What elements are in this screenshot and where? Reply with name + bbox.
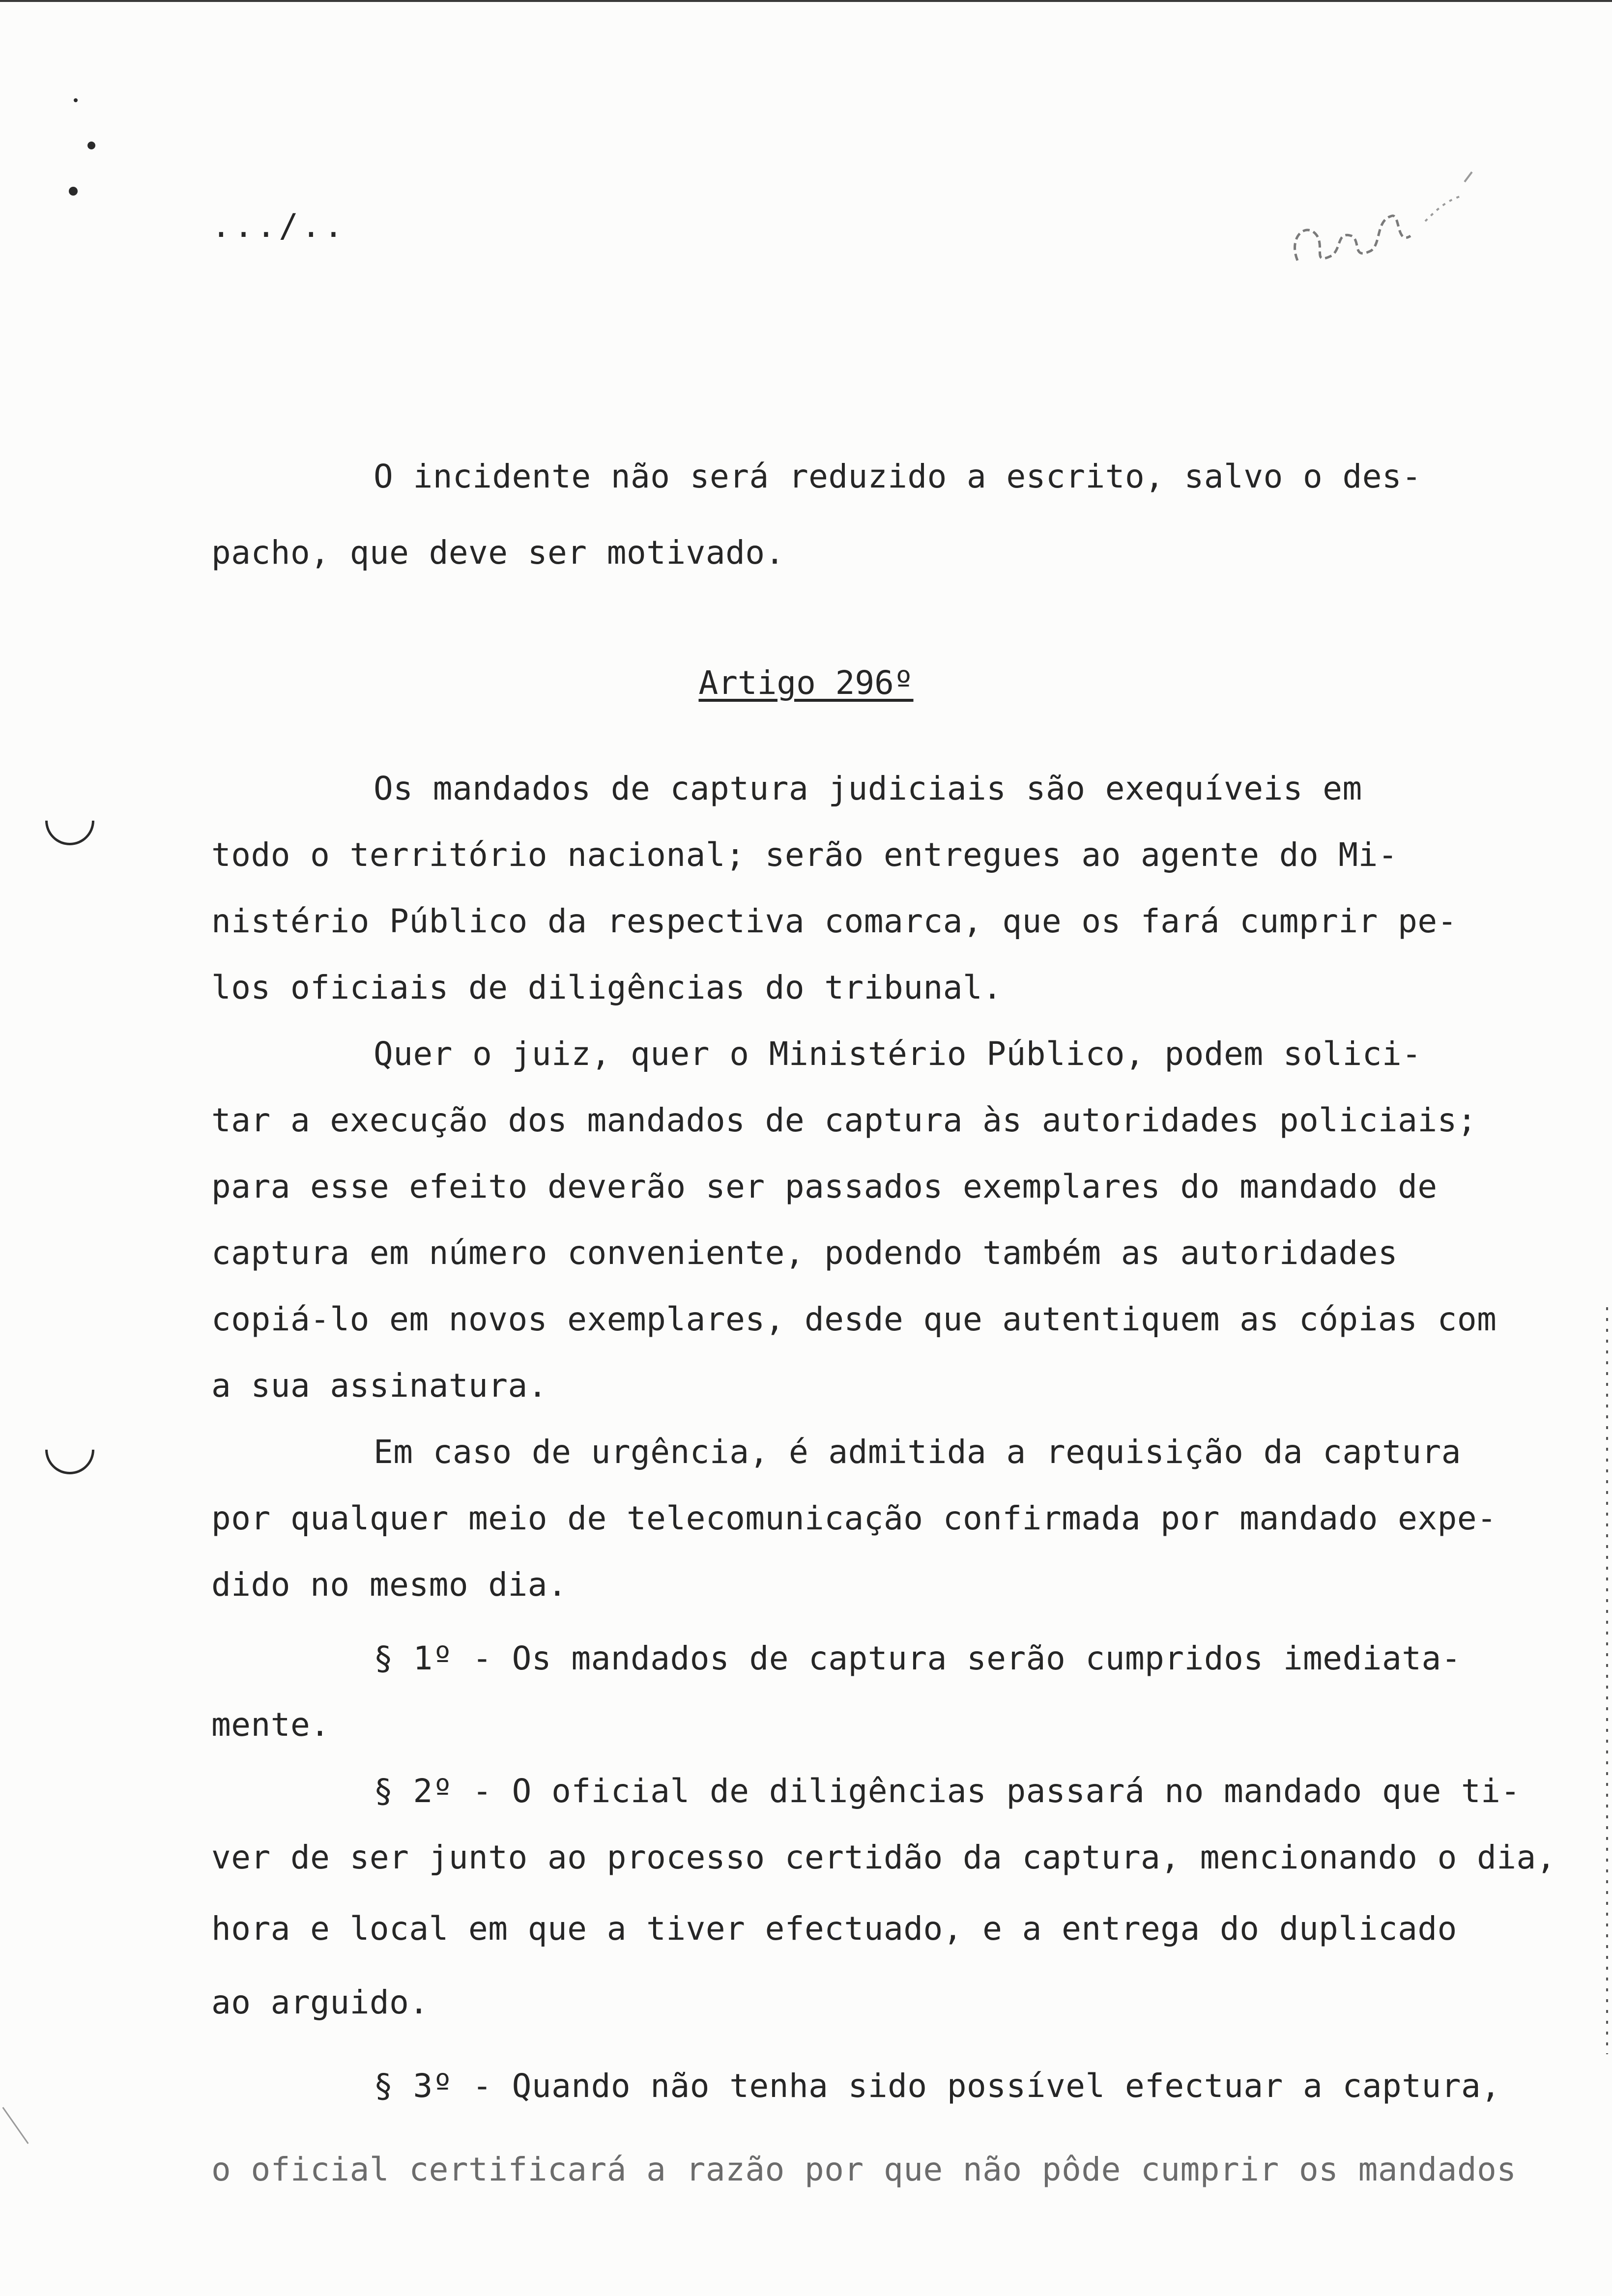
binding-mark (69, 187, 78, 196)
text-line: o oficial certificará a razão por que não pôde cumprir os mandados (211, 2151, 1517, 2188)
text-line: hora e local em que a tiver efectuado, e a entrega do duplicado (211, 1910, 1457, 1948)
text-line: O incidente não será reduzido a escrito, salvo o des- (374, 458, 1422, 495)
text-line: todo o território nacional; serão entregues ao agente do Mi- (211, 836, 1398, 874)
text-line: § 2º - O oficial de diligências passará no mandado que ti- (374, 1772, 1521, 1810)
text-line: para esse efeito deverão ser passados exemplares do mandado de (211, 1168, 1438, 1205)
continuation-marker: .../.. (211, 207, 346, 245)
handwritten-initials (1278, 162, 1484, 295)
text-line: copiá-lo em novos exemplares, desde que autentiquem as cópias com (211, 1300, 1497, 1338)
text-line: captura em número conveniente, podendo também as autoridades (211, 1234, 1398, 1272)
text-line: mente. (211, 1706, 330, 1744)
text-line: ver de ser junto ao processo certidão da captura, mencionando o dia, (211, 1838, 1556, 1876)
article-heading (0, 663, 1612, 703)
punch-hole-arc (35, 1415, 104, 1484)
page-edge-perforation (1606, 1307, 1608, 2054)
margin-scratch (2, 2107, 29, 2144)
text-line: los oficiais de diligências do tribunal. (211, 969, 1003, 1006)
text-line: por qualquer meio de telecomunicação confirmada por mandado expe- (211, 1499, 1497, 1537)
text-line: Os mandados de captura judiciais são exequíveis em (374, 770, 1362, 807)
text-line: Em caso de urgência, é admitida a requisição da captura (374, 1433, 1461, 1471)
punch-hole-arc (35, 786, 104, 855)
text-line: § 1º - Os mandados de captura serão cumpridos imediata- (374, 1639, 1461, 1677)
text-line: Quer o juiz, quer o Ministério Público, podem solici- (374, 1035, 1422, 1073)
article-heading-text: Artigo 296º (698, 664, 914, 702)
text-line: ao arguido. (211, 1983, 429, 2021)
text-line: pacho, que deve ser motivado. (211, 534, 785, 572)
text-line: tar a execução dos mandados de captura às autoridades policiais; (211, 1101, 1477, 1139)
binding-mark (74, 98, 78, 102)
binding-mark (87, 142, 95, 149)
page-top-edge (0, 0, 1612, 2)
text-line: § 3º - Quando não tenha sido possível efectuar a captura, (374, 2067, 1501, 2105)
text-line: nistério Público da respectiva comarca, que os fará cumprir pe- (211, 902, 1457, 940)
text-line: dido no mesmo dia. (211, 1566, 568, 1604)
text-line: a sua assinatura. (211, 1367, 548, 1405)
